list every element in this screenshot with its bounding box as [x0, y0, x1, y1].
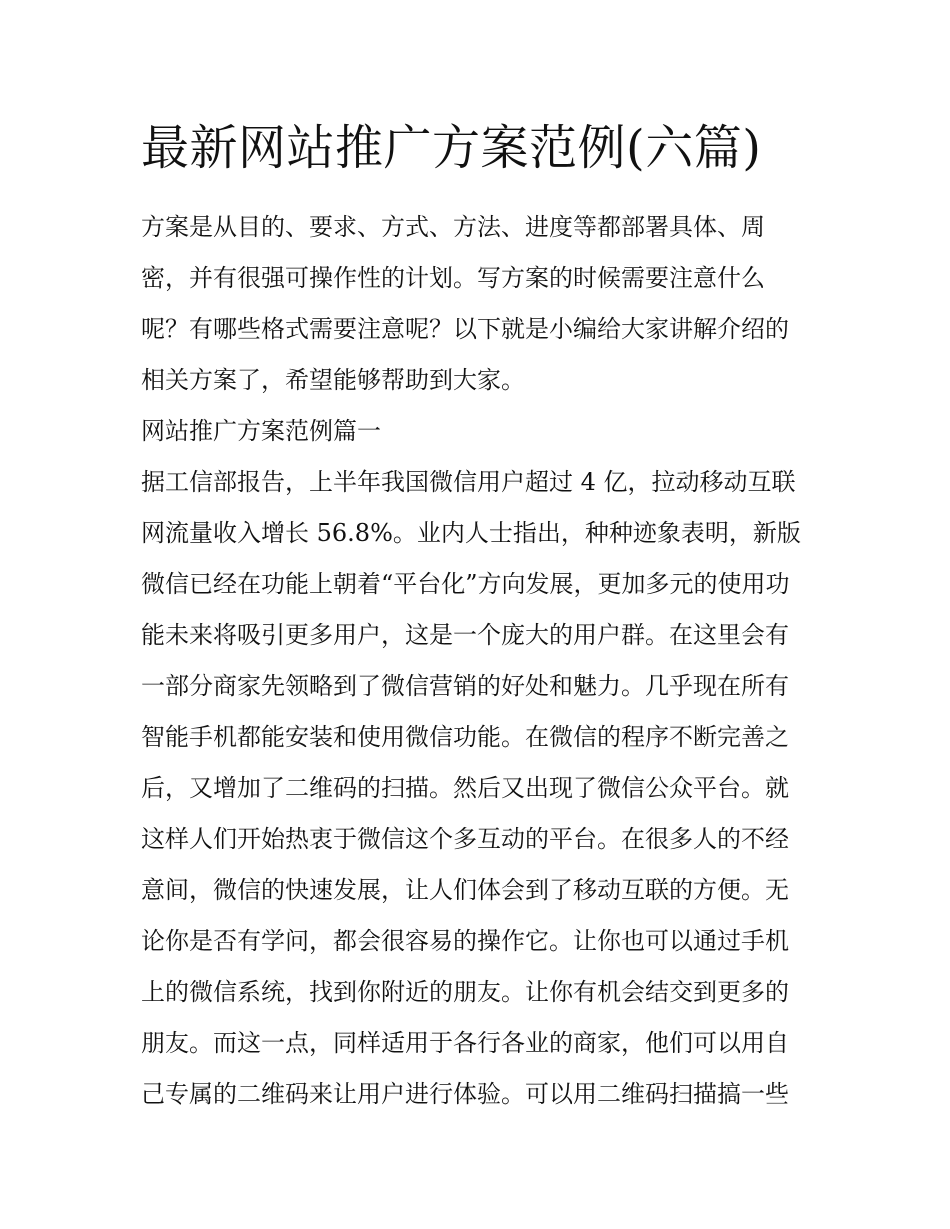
intro-paragraph [141, 202, 811, 406]
intro-line: 呢？有哪些格式需要注意呢？以下就是小编给大家讲解介绍的 [141, 315, 789, 343]
body-line: 微信已经在功能上朝着“平台化”方向发展，更加多元的使用功 [141, 570, 790, 598]
body-line: 意间，微信的快速发展，让人们体会到了移动互联的方便。无 [141, 876, 789, 904]
body-line: 后，又增加了二维码的扫描。然后又出现了微信公众平台。就 [141, 774, 789, 802]
intro-line: 方案是从目的、要求、方式、方法、进度等都部署具体、周 [141, 213, 765, 241]
body-line: 智能手机都能安装和使用微信功能。在微信的程序不断完善之 [141, 723, 789, 751]
body-paragraph [141, 457, 811, 1120]
body-line: 网流量收入增长 56.8%。业内人士指出，种种迹象表明，新版 [141, 519, 801, 547]
body-line: 能未来将吸引更多用户，这是一个庞大的用户群。在这里会有 [141, 621, 789, 649]
body-line: 这样人们开始热衷于微信这个多互动的平台。在很多人的不经 [141, 825, 789, 853]
body-line: 一部分商家先领略到了微信营销的好处和魅力。几乎现在所有 [141, 672, 789, 700]
body-line: 己专属的二维码来让用户进行体验。可以用二维码扫描搞一些 [141, 1080, 789, 1108]
body-line: 论你是否有学问，都会很容易的操作它。让你也可以通过手机 [141, 927, 789, 955]
body-line: 据工信部报告，上半年我国微信用户超过 4 亿，拉动移动互联 [141, 468, 796, 496]
body-line: 上的微信系统，找到你附近的朋友。让你有机会结交到更多的 [141, 978, 789, 1006]
section-heading: 网站推广方案范例篇一 [141, 417, 381, 445]
document-content [141, 118, 811, 1120]
document-title: 最新网站推广方案范例(六篇) [141, 120, 762, 176]
body-line: 朋友。而这一点，同样适用于各行各业的商家，他们可以用自 [141, 1029, 789, 1057]
intro-line: 相关方案了，希望能够帮助到大家。 [141, 366, 525, 394]
intro-line: 密，并有很强可操作性的计划。写方案的时候需要注意什么 [141, 264, 765, 292]
